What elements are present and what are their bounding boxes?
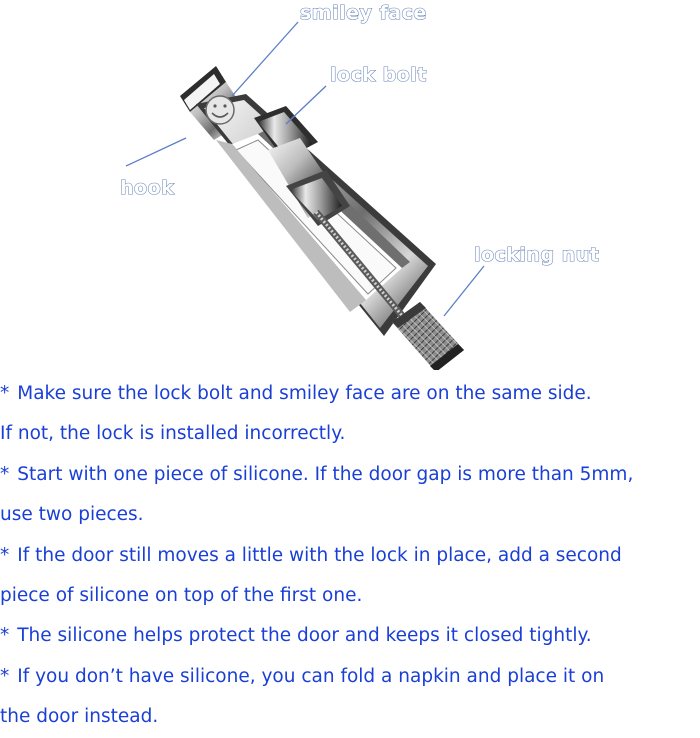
- note-1-line-1: [0, 374, 700, 414]
- note-5-line-1: [0, 657, 700, 697]
- bullet-star: *: [0, 383, 10, 404]
- bullet-star: *: [0, 665, 10, 687]
- door-lock: [180, 66, 464, 370]
- note-4-line-1: [0, 616, 700, 656]
- note-text: If you don’t have silicone, you can fold a napkin and place it on: [17, 665, 605, 687]
- note-2-line-1: [0, 455, 700, 495]
- smiley-face-leader: [232, 22, 298, 96]
- smiley-face-label: smiley face: [300, 2, 427, 24]
- bullet-star: *: [0, 463, 10, 485]
- note-text: If the door still moves a little with the lock in place, add a second: [17, 544, 622, 566]
- lock-bolt-leader: [286, 86, 326, 124]
- lock-bolt-label: lock bolt: [330, 64, 427, 86]
- bullet-star: *: [0, 625, 10, 647]
- note-text: The silicone helps protect the door and keeps it closed tightly.: [17, 625, 592, 647]
- locking-nut-leader: [444, 266, 484, 316]
- note-2-line-2: use two pieces.: [0, 504, 144, 526]
- note-text: Start with one piece of silicone. If the door gap is more than 5mm,: [17, 463, 634, 485]
- hook-label: hook: [120, 177, 175, 199]
- smiley-face-icon: [206, 96, 234, 124]
- note-text: Make sure the lock bolt and smiley face are on the same side.: [17, 383, 592, 404]
- note-5-line-2: the door instead.: [0, 706, 159, 728]
- note-1-line-2: If not, the lock is installed incorrectly.: [0, 423, 346, 445]
- locking-nut-label: locking nut: [474, 244, 600, 266]
- note-3-line-1: [0, 536, 700, 576]
- hook-leader: [126, 138, 186, 166]
- note-3-line-2: piece of silicone on top of the first one.: [0, 585, 363, 607]
- bullet-star: *: [0, 544, 10, 566]
- installation-notes: [0, 374, 700, 738]
